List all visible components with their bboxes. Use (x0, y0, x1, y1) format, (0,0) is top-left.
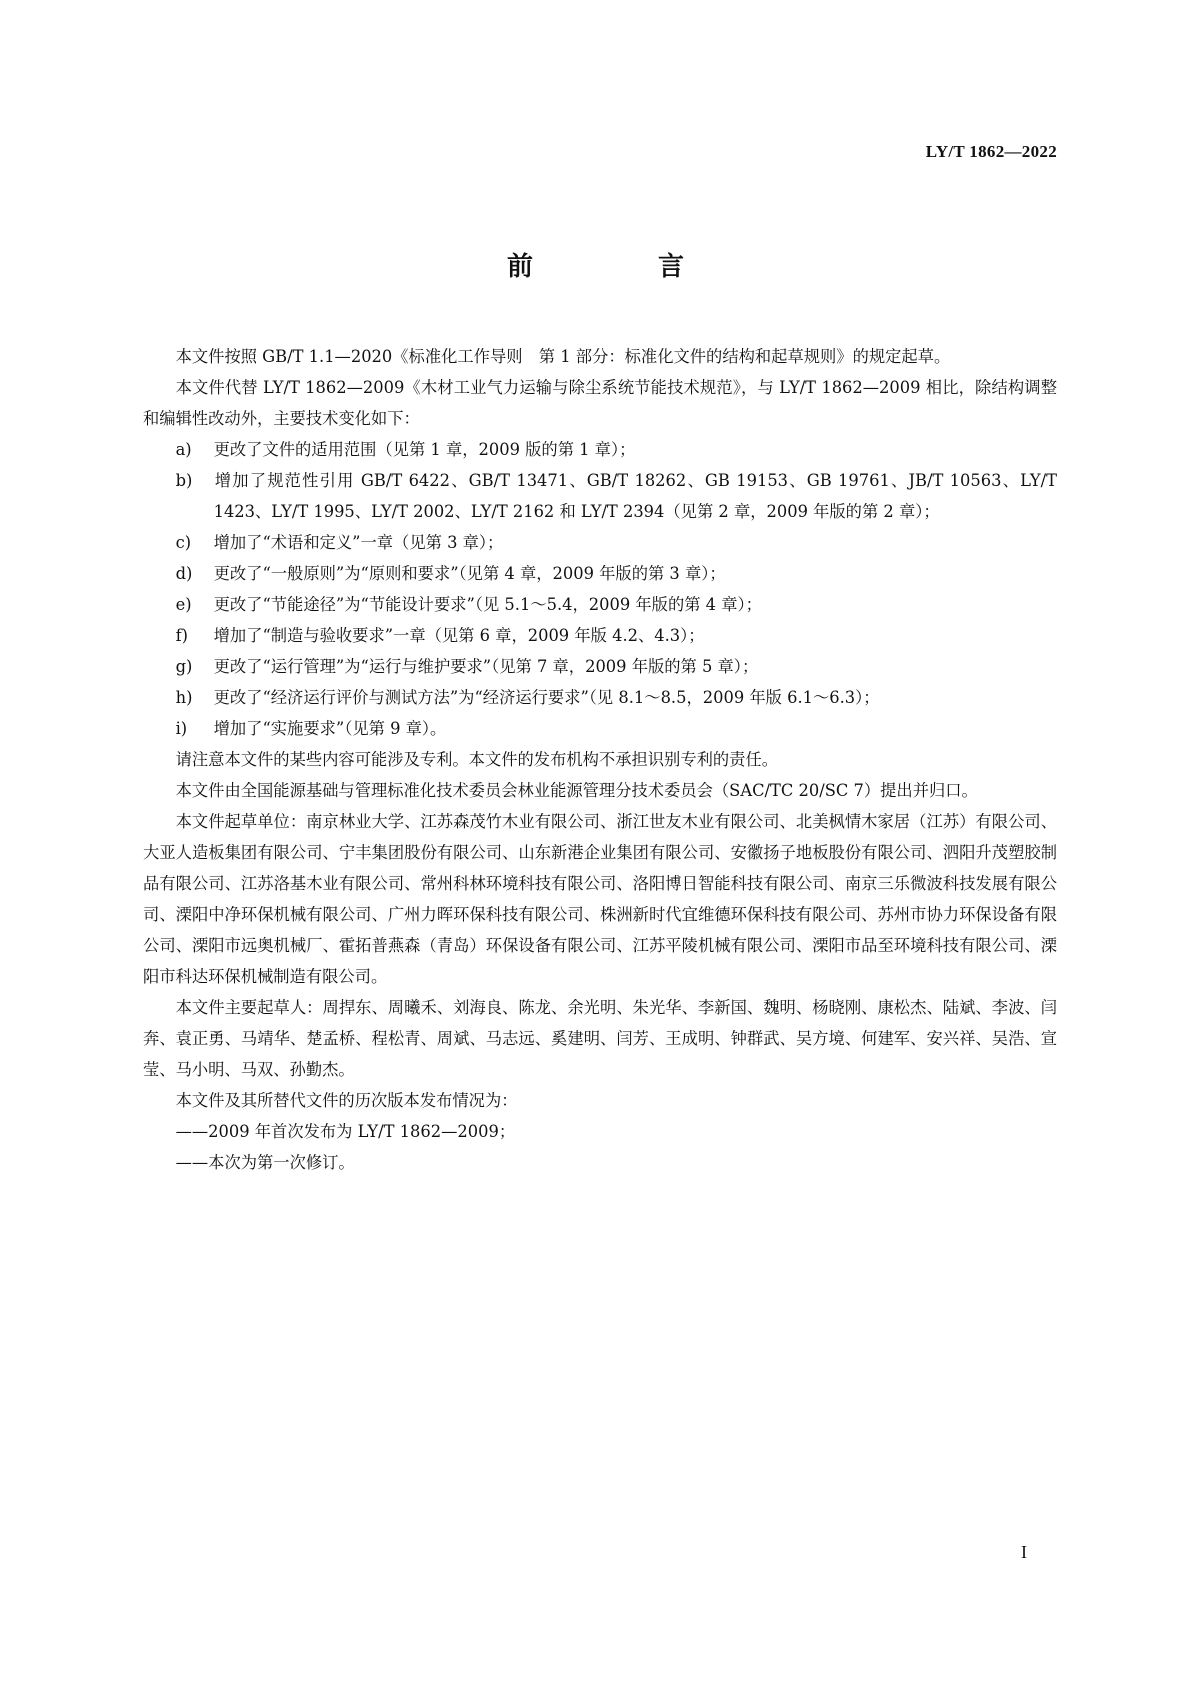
history-item: ——本次为第一次修订。 (175, 1153, 355, 1172)
page-title: 前 言 (506, 252, 743, 282)
list-item-text: 更改了“节能途径”为“节能设计要求”（见 5.1～5.4，2009 年版的第 4 章）； (213, 595, 762, 614)
list-marker: f) (175, 626, 188, 645)
list-marker: b) (175, 471, 193, 490)
list-item-text: 更改了“一般原则”为“原则和要求”（见第 4 章，2009 年版的第 3 章）； (213, 564, 726, 583)
paragraph-drafters: 本文件主要起草人：周捍东、周曦禾、刘海良、陈龙、余光明、朱光华、李新国、魏明、杨晓刚、康松杰、陆斌、李波、闫奔、袁正勇、马靖华、楚孟桥、程松青、周斌、马志远、奚建明、闫芳、王成明、钟群武、吴方境、何建军、安兴祥、吴浩、宣莹、马小明、马双、孙勤杰。 (143, 998, 1057, 1079)
paragraph-drafting-units: 本文件起草单位：南京林业大学、江苏森茂竹木业有限公司、浙江世友木业有限公司、北美枫情木家居（江苏）有限公司、大亚人造板集团有限公司、宁丰集团股份有限公司、山东新港企业集团有限公司、安徽扬子地板股份有限公司、泗阳升茂塑胶制品有限公司、江苏洛基木业有限公司、常州科林环境科技有限公司、洛阳博日智能科技有限公司、南京三乐微波科技发展有限公司、溧阳中净环保机械有限公司、广州力晖环保科技有限公司、株洲新时代宜维德环保科技有限公司、苏州市协力环保设备有限公司、溧阳市远奥机械厂、霍拓普燕森（青岛）环保设备有限公司、江苏平陵机械有限公司、溧阳市品至环境科技有限公司、溧阳市科达环保机械制造有限公司。 (143, 812, 1057, 986)
list-item (143, 651, 1057, 682)
list-item (143, 589, 1057, 620)
list-item (143, 558, 1057, 589)
paragraph-proposer: 本文件由全国能源基础与管理标准化技术委员会林业能源管理分技术委员会（SAC/TC 20/SC 7）提出并归口。 (175, 781, 978, 800)
foreword-body (143, 341, 1057, 1178)
list-item-text: 增加了“制造与验收要求”一章（见第 6 章，2009 年版 4.2、4.3）； (213, 626, 705, 645)
paragraph-drafting-rule: 本文件按照 GB/T 1.1—2020《标准化工作导则 第 1 部分：标准化文件的结构和起草规则》的规定起草。 (175, 347, 951, 366)
list-item (143, 434, 1057, 465)
list-item-text: 更改了“经济运行评价与测试方法”为“经济运行要求”（见 8.1～8.5，2009 年版 6.1～6.3）； (213, 688, 880, 707)
list-marker: c) (175, 533, 192, 552)
list-marker: g) (175, 657, 193, 676)
history-item: ——2009 年首次发布为 LY/T 1862—2009； (175, 1122, 516, 1141)
list-item-text: 更改了文件的适用范围（见第 1 章，2009 版的第 1 章）； (213, 440, 636, 459)
document-code: LY/T 1862—2022 (925, 142, 1057, 161)
list-marker: a) (175, 440, 192, 459)
paragraph-patent-notice: 请注意本文件的某些内容可能涉及专利。本文件的发布机构不承担识别专利的责任。 (175, 750, 779, 769)
list-item-text: 增加了“术语和定义”一章（见第 3 章）； (213, 533, 504, 552)
list-item (143, 527, 1057, 558)
list-item (143, 713, 1057, 744)
list-item (143, 682, 1057, 713)
list-marker: e) (175, 595, 192, 614)
list-item (143, 465, 1057, 527)
list-marker: d) (175, 564, 193, 583)
page-number: I (1021, 1542, 1027, 1562)
paragraph-history-intro: 本文件及其所替代文件的历次版本发布情况为： (175, 1091, 518, 1110)
paragraph-replacement: 本文件代替 LY/T 1862—2009《木材工业气力运输与除尘系统节能技术规范》，与 LY/T 1862—2009 相比，除结构调整和编辑性改动外，主要技术变化如下： (143, 378, 1057, 428)
list-marker: i) (175, 719, 188, 738)
list-marker: h) (175, 688, 193, 707)
list-item-text: 增加了规范性引用 GB/T 6422、GB/T 13471、GB/T 18262、GB 19153、GB 19761、JB/T 10563、LY/T 1423、LY/T 1995、LY/T 2002、LY/T 2162 和 LY/T 2394（见第 2 章，2009 年版的第 2 章）； (213, 471, 1057, 521)
list-item-text: 增加了“实施要求”（见第 9 章）。 (213, 719, 447, 738)
list-item-text: 更改了“运行管理”为“运行与维护要求”（见第 7 章，2009 年版的第 5 章）； (213, 657, 759, 676)
list-item (143, 620, 1057, 651)
